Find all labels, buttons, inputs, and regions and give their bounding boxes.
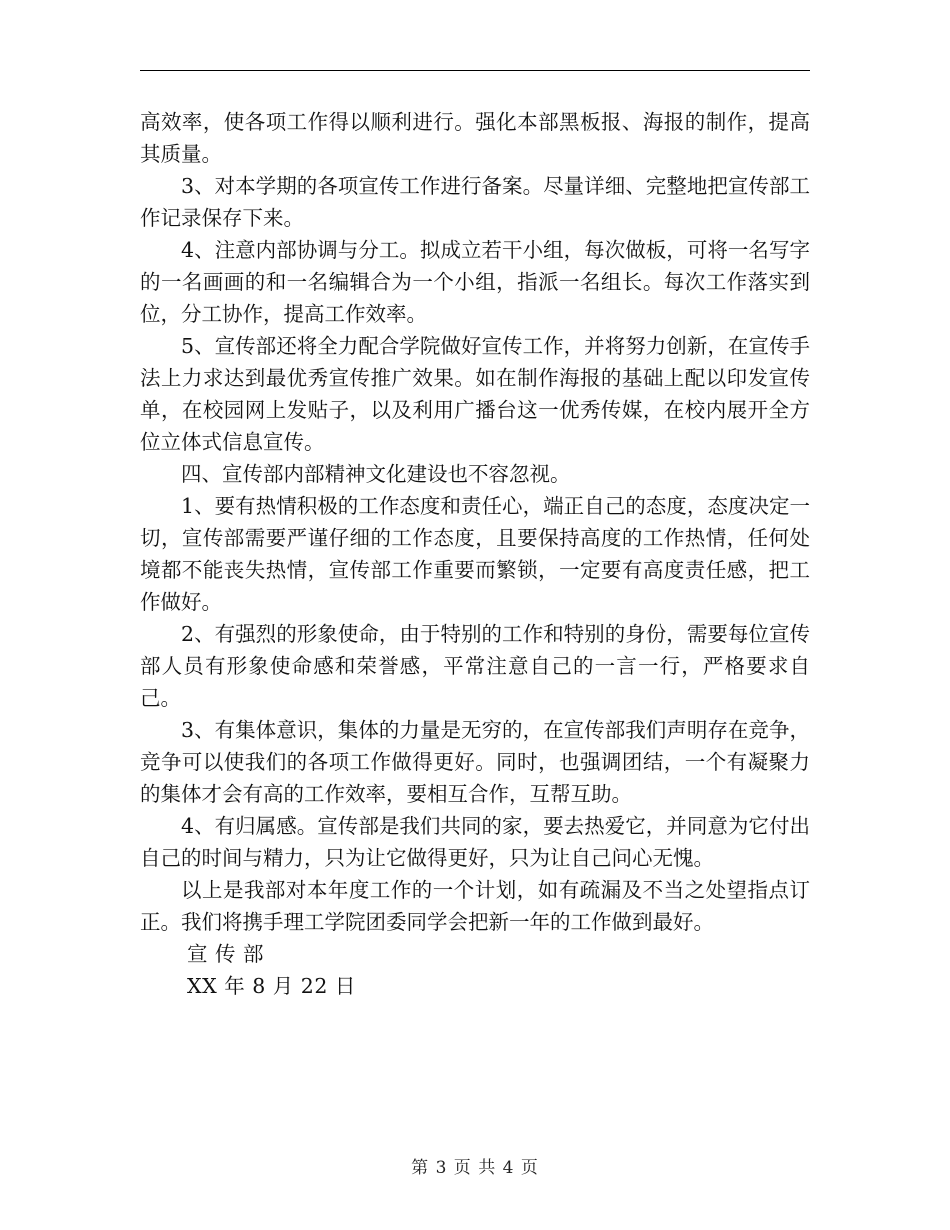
- signature-date: XX 年 8 月 22 日: [187, 974, 356, 998]
- paragraph-item-4-coordination: 4、注意内部协调与分工。拟成立若干小组，每次做板，可将一名写字的一名画画的和一名编辑合为一个小组，指派一名组长。每次工作落实到位，分工协作，提高工作效率。: [140, 238, 810, 326]
- paragraph-conclusion: 以上是我部对本年度工作的一个计划，如有疏漏及不当之处望指点订正。我们将携手理工学院团委同学会把新一年的工作做到最好。: [140, 878, 810, 934]
- page-number: 第 3 页 共 4 页: [411, 1158, 539, 1178]
- paragraph-item-3-record: 3、对本学期的各项宣传工作进行备案。尽量详细、完整地把宣传部工作记录保存下来。: [140, 174, 810, 230]
- header-rule: [140, 70, 810, 71]
- paragraph-continuation: 高效率，使各项工作得以顺利进行。强化本部黑板报、海报的制作，提高其质量。: [140, 110, 810, 166]
- paragraph-item-4-belonging: 4、有归属感。宣传部是我们共同的家，要去热爱它，并同意为它付出自己的时间与精力，只为让它做得更好，只为让自己问心无愧。: [140, 814, 810, 870]
- signature-department: 宣 传 部: [187, 942, 265, 966]
- paragraph-item-1-attitude: 1、要有热情积极的工作态度和责任心，端正自己的态度，态度决定一切，宣传部需要严谨仔细的工作态度，且要保持高度的工作热情，任何处境都不能丧失热情，宣传部工作重要而繁锁，一定要有高度责任感，把工作做好。: [140, 494, 810, 614]
- document-body: [140, 106, 810, 1002]
- section-heading-4: 四、宣传部内部精神文化建设也不容忽视。: [181, 462, 571, 486]
- paragraph-item-5-publicity: 5、宣传部还将全力配合学院做好宣传工作，并将努力创新，在宣传手法上力求达到最优秀宣传推广效果。如在制作海报的基础上配以印发宣传单，在校园网上发贴子，以及利用广播台这一优秀传媒，在校内展开全方位立体式信息宣传。: [140, 334, 810, 454]
- paragraph-item-3-collective: 3、有集体意识，集体的力量是无穷的，在宣传部我们声明存在竞争，竞争可以使我们的各项工作做得更好。同时，也强调团结，一个有凝聚力的集体才会有高的工作效率，要相互合作，互帮互助。: [140, 718, 810, 806]
- paragraph-item-2-image: 2、有强烈的形象使命，由于特别的工作和特别的身份，需要每位宣传部人员有形象使命感和荣誉感，平常注意自己的一言一行，严格要求自己。: [140, 622, 810, 710]
